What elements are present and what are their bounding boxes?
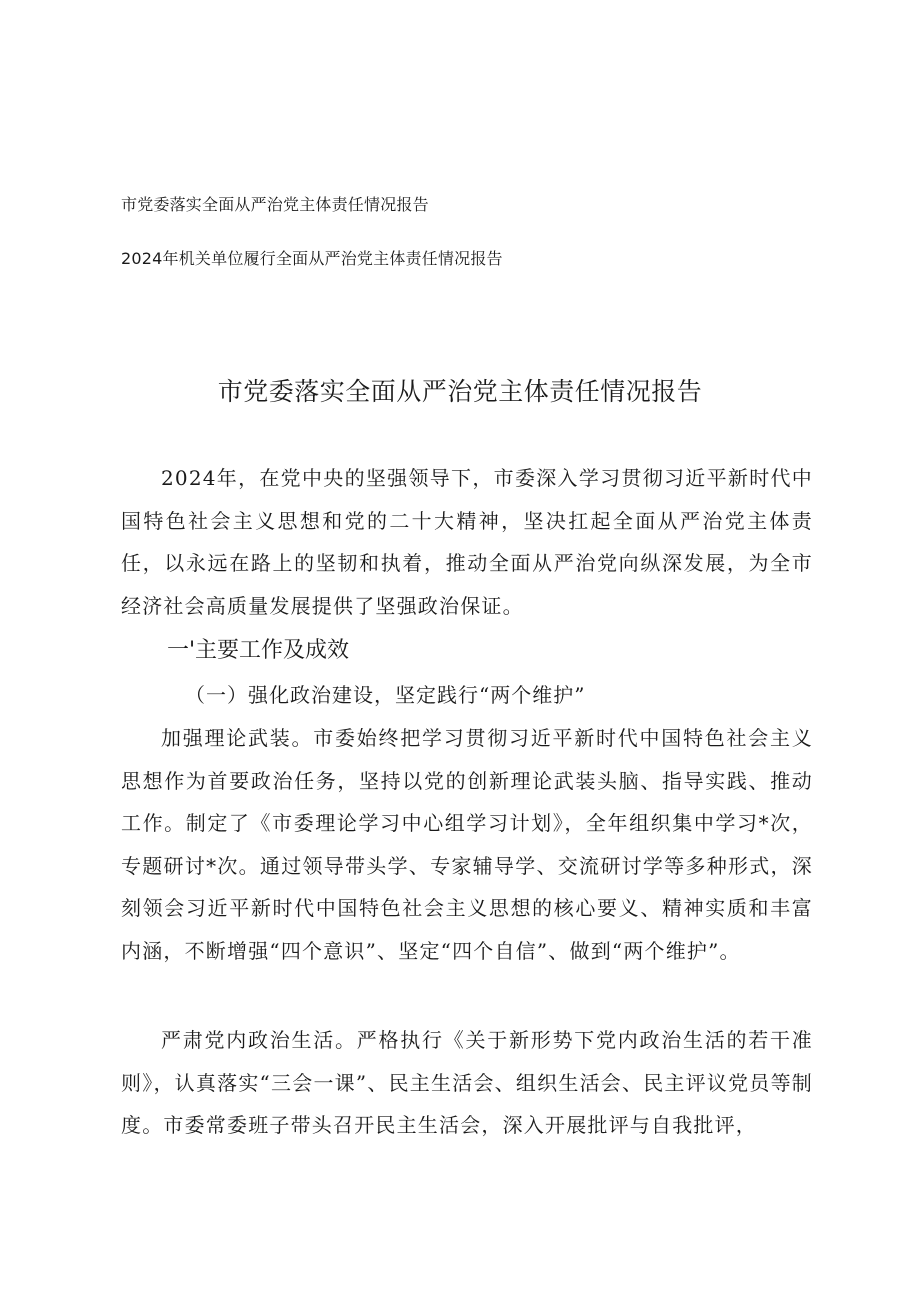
section-1-heading: 一'主要工作及成效 xyxy=(167,638,350,663)
paragraph-political-life: 严肃党内政治生活。严格执行《关于新形势下党内政治生活的若干准则》，认真落实“三会一课”、民主生活会、组织生活会、民主评议党员等制度。市委常委班子带头召开民主生活会，深入开展批评与自我批评， xyxy=(121,1028,813,1138)
toc-item-1: 市党委落实全面从严治党主体责任情况报告 xyxy=(121,195,429,214)
subsection-1-heading: （一）强化政治建设，坚定践行“两个维护” xyxy=(185,683,586,707)
paragraph-theory-study: 加强理论武装。市委始终把学习贯彻习近平新时代中国特色社会主义思想作为首要政治任务，坚持以党的创新理论武装头脑、指导实践、推动工作。制定了《市委理论学习中心组学习计划》，全年组织集中学习*次，专题研讨*次。通过领导带头学、专家辅导学、交流研讨学等多种形式，深刻领会习近平新时代中国特色社会主义思想的核心要义、精神实质和丰富内涵，不断增强“四个意识”、坚定“四个自信”、做到“两个维护”。 xyxy=(121,726,813,963)
toc-item-2: 2024年机关单位履行全面从严治党主体责任情况报告 xyxy=(121,249,503,268)
document-title: 市党委落实全面从严治党主体责任情况报告 xyxy=(217,377,703,406)
intro-paragraph: 2024年，在党中央的坚强领导下，市委深入学习贯彻习近平新时代中国特色社会主义思想和党的二十大精神，坚决扛起全面从严治党主体责任，以永远在路上的坚韧和执着，推动全面从严治党向纵深发展，为全市经济社会高质量发展提供了坚强政治保证。 xyxy=(121,466,813,618)
